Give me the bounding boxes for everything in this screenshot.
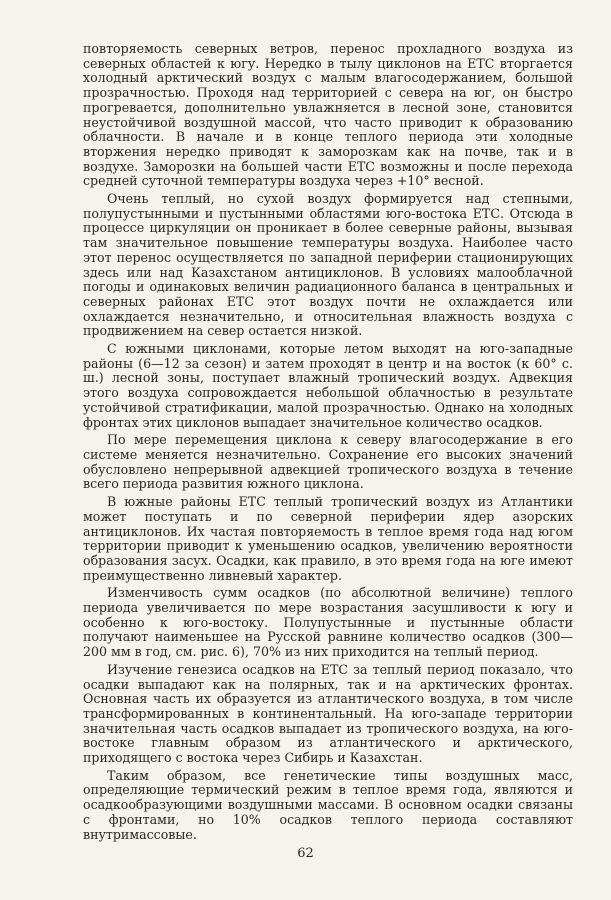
paragraph-2: Очень теплый, но сухой воздух формируется над степными, полупустынными и пустынными областями юго-востока ЕТС. Отсюда в процессе циркуляции он проникает в более северные районы, вызывая там значительное повышение температуры воздуха. Наиболее часто этот перенос осуществляется по западной периферии стационирующих здесь или над Казахстаном антициклонов. В условиях малооблачной погоды и одинаковых величин радиационного баланса в центральных и северных районах ЕТС этот воздух почти не охлаждается или охлаждается незначительно, и относительная влажность воздуха с продвижением на север остается низкой.: [83, 191, 573, 339]
paragraph-6: Изменчивость сумм осадков (по абсолютной величине) теплого периода увеличивается по мере возрастания засушливости к югу и особенно к юго-востоку. Полупустынные и пустынные области получают наименьшее на Русской равнине количество осадков (300—200 мм в год, см. рис. 6), 70% из них приходится на теплый период.: [83, 585, 573, 660]
page-number: 62: [297, 846, 314, 861]
paragraph-8: Таким образом, все генетические типы воздушных масс, определяющие термический режим в теплое время года, являются и осадкообразующими воздушными массами. В основном осадки связаны с фронтами, но 10% осадков теплого периода составляют внутримассовые.: [83, 767, 573, 842]
paragraph-4: По мере перемещения циклона к северу влагосодержание в его системе меняется незначительно. Сохранение его высоких значений обусловлено непрерывной адвекцией тропического воздуха в течение всего периода развития южного циклона.: [83, 432, 573, 492]
body-text: [83, 42, 573, 845]
paragraph-1: повторяемость северных ветров, перенос прохладного воздуха из северных областей к югу. Нередко в тылу циклонов на ЕТС вторгается холодный арктический воздух с малым влагосодержанием, большой прозрачностью. Проходя над территорией с севера на юг, он быстро прогревается, дополнительно увлажняется в лесной зоне, становится неустойчивой воздушной массой, что часто приводит к образованию облачности. В начале и в конце теплого периода эти холодные вторжения нередко приводят к заморозкам как на почве, так и в воздухе. Заморозки на большей части ЕТС возможны и после перехода средней суточной температуры воздуха через +10° весной.: [83, 41, 573, 189]
paragraph-7: Изучение генезиса осадков на ЕТС за теплый период показало, что осадки выпадают как на полярных, так и на арктических фронтах. Основная часть их образуется из атлантического воздуха, в том числе трансформированных в континентальный. На юго-западе территории значительная часть осадков выпадает из тропического воздуха, на юго-востоке главным образом из атлантического и арктического, приходящего с востока через Сибирь и Казахстан.: [83, 661, 573, 766]
paragraph-5: В южные районы ЕТС теплый тропический воздух из Атлантики может поступать и по северной периферии ядер азорских антициклонов. Их частая повторяемость в теплое время года над югом территории приводит к уменьшению осадков, увеличению вероятности образования засух. Осадки, как правило, в это время года на юге имеют преимущественно ливневый характер.: [83, 494, 573, 583]
paragraph-3: С южными циклонами, которые летом выходят на юго-западные районы (6—12 за сезон) и затем проходят в центр и на восток (к 60° с. ш.) лесной зоны, поступает влажный тропический воздух. Адвекция этого воздуха сопровождается небольшой облачностью в результате устойчивой стратификации, малой прозрачностью. Однако на холодных фронтах этих циклонов выпадает значительное количество осадков.: [83, 341, 573, 430]
